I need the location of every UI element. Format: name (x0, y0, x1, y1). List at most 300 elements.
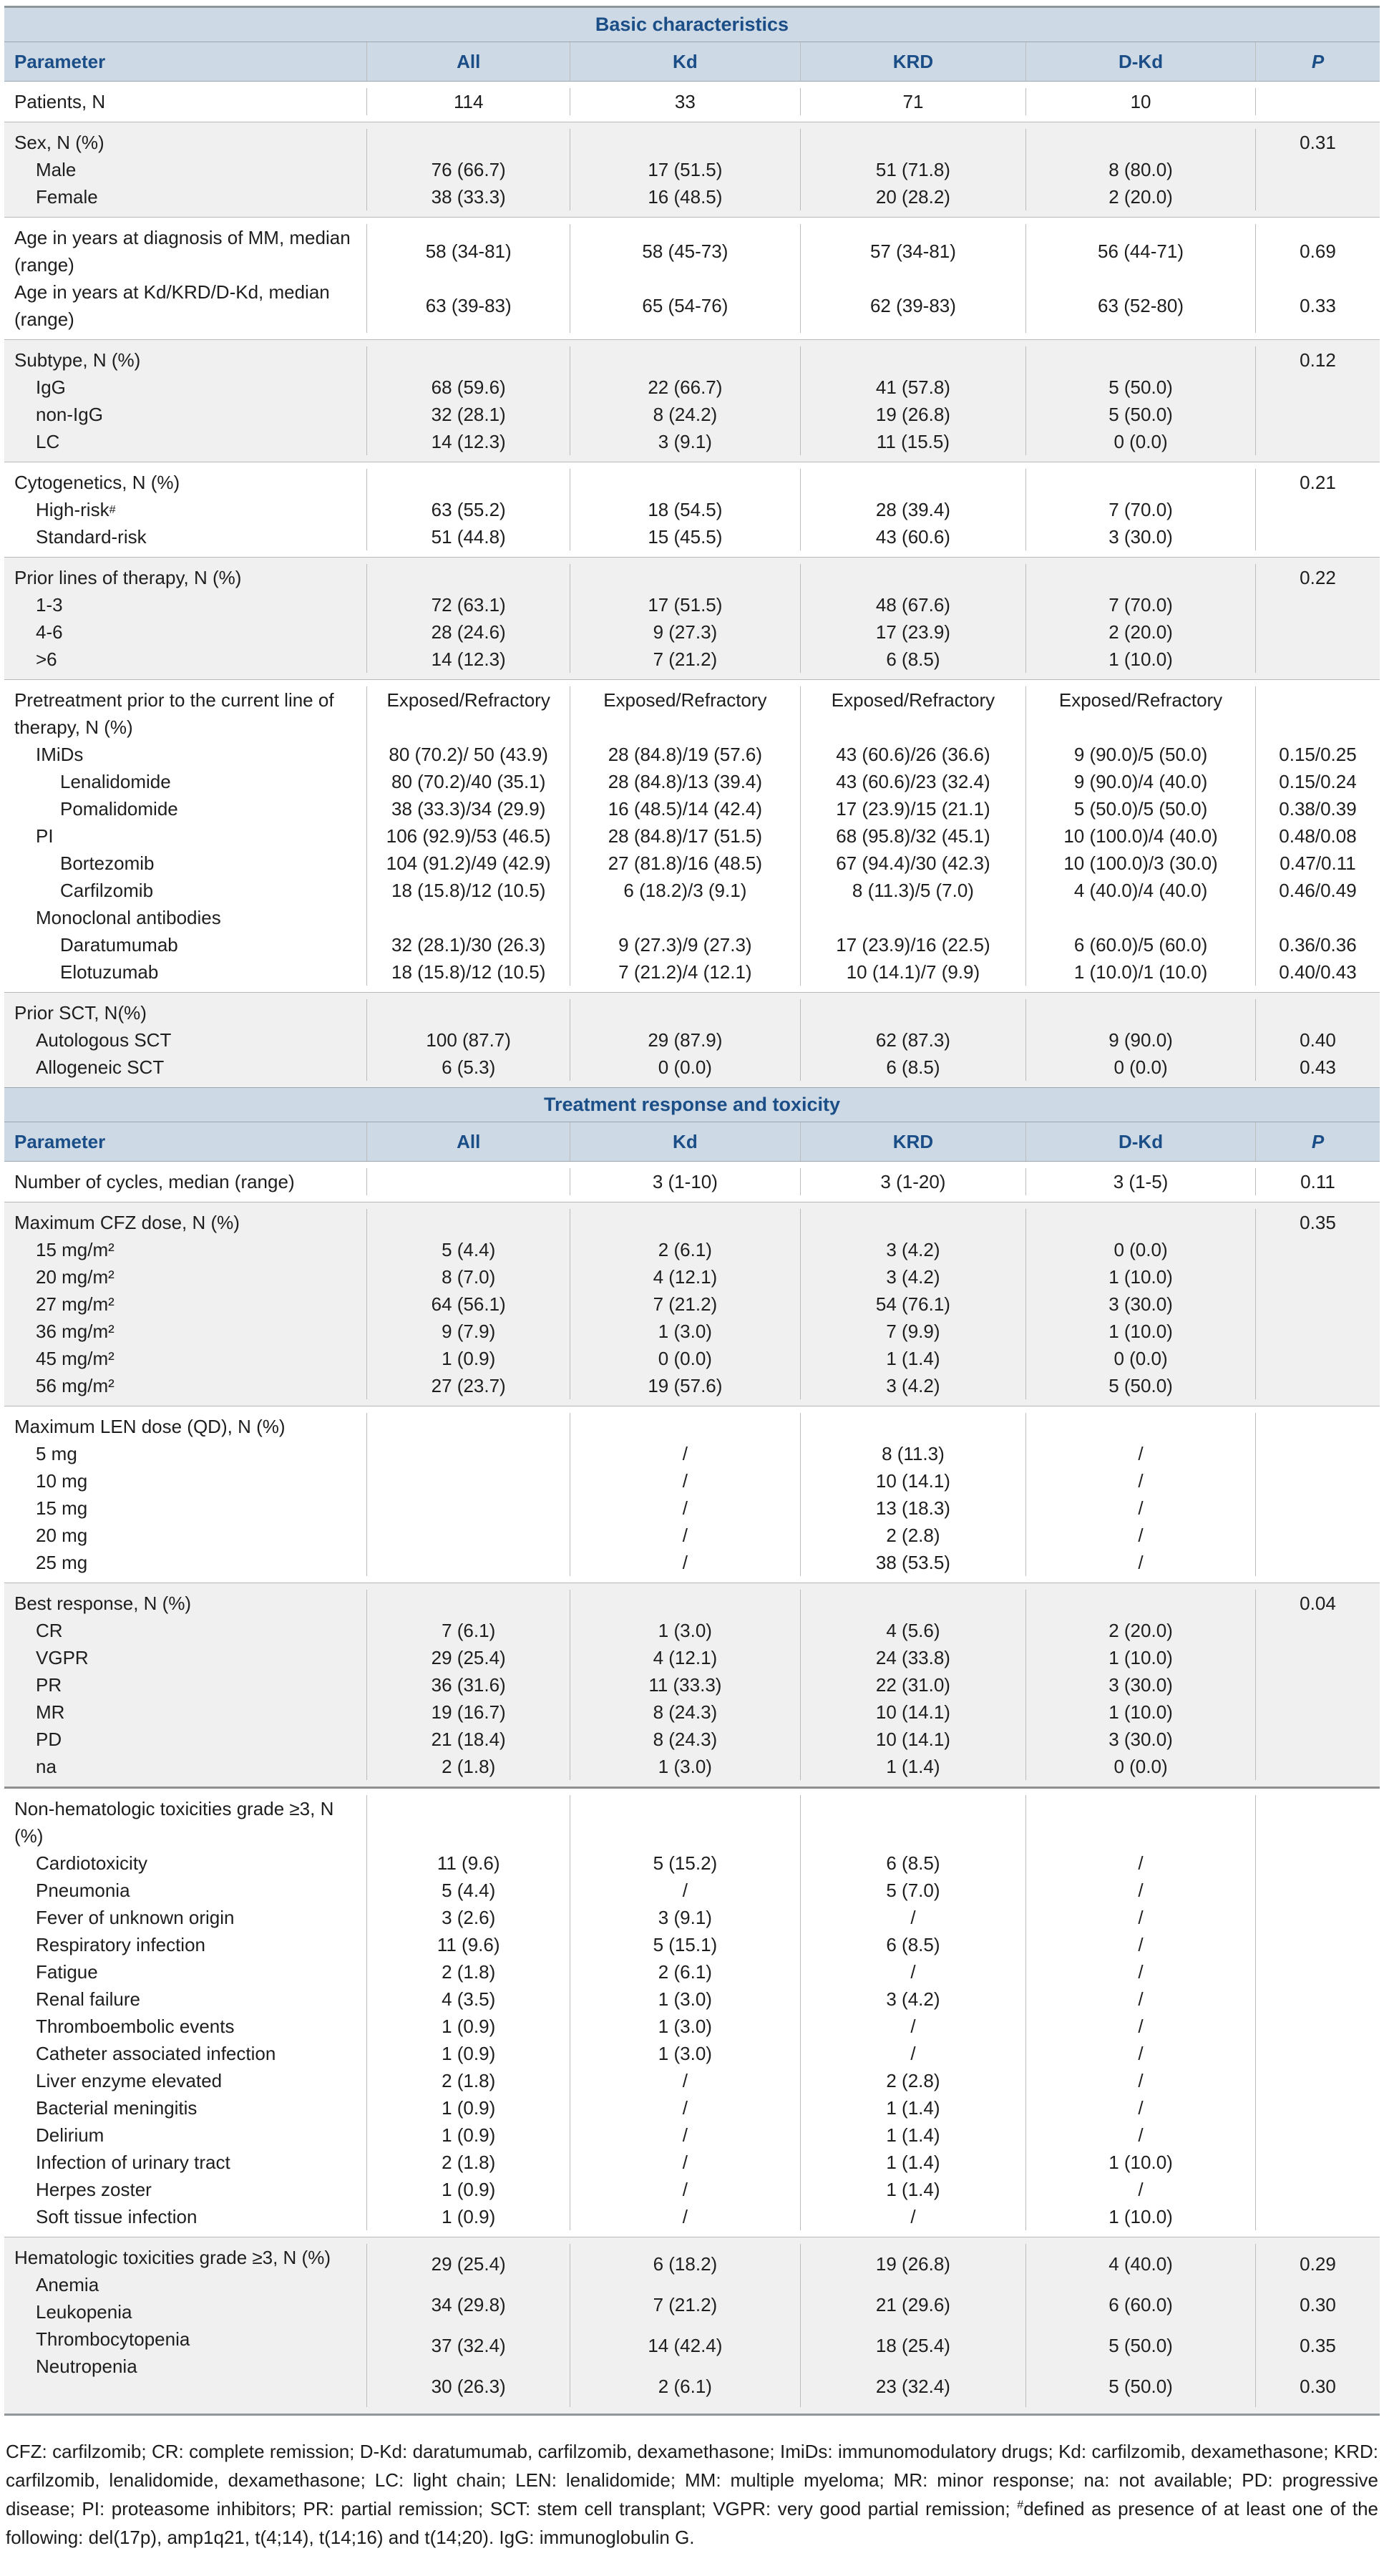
table-block (4, 2237, 1380, 2414)
cell-p (1255, 1931, 1380, 1958)
cell-p (1255, 1318, 1380, 1345)
row-label (4, 850, 366, 877)
row-label-text: 10 mg (36, 1470, 88, 1492)
row-label-text: Female (36, 186, 98, 208)
cell-all: 1 (0.9) (366, 2176, 569, 2203)
cell-all: 100 (87.7) (366, 1026, 569, 1054)
table-block (4, 1406, 1380, 1583)
table-row (4, 686, 1380, 741)
cell-krd (800, 2244, 1025, 2407)
cell-dkd: 5 (50.0) (1025, 1372, 1255, 1399)
table-row (4, 224, 1380, 278)
row-label-text: Prior SCT, N(%) (14, 1002, 147, 1024)
cell-all (366, 999, 569, 1026)
cell-kd: 17 (51.5) (570, 156, 800, 183)
cell-krd: 17 (23.9) (800, 618, 1025, 646)
cell-p (1255, 1671, 1380, 1698)
cell-kd (570, 2244, 800, 2407)
row-label-text: 56 mg/m² (36, 1375, 114, 1396)
cell-dkd: 3 (30.0) (1025, 1726, 1255, 1753)
row-label (4, 618, 366, 646)
row-label-text: 1-3 (36, 594, 63, 616)
cell-all: 27 (23.7) (366, 1372, 569, 1399)
cell-krd (800, 346, 1025, 374)
cell-krd: 43 (60.6)/23 (32.4) (800, 768, 1025, 795)
cell-dkd: 56 (44-71) (1025, 224, 1255, 278)
cell-p (1255, 428, 1380, 455)
p-value: 0.35 (1300, 2335, 1336, 2356)
value: 34 (29.8) (431, 2294, 506, 2315)
cell-kd: 1 (3.0) (570, 2040, 800, 2067)
cell-dkd: / (1025, 1522, 1255, 1549)
row-label (4, 2013, 366, 2040)
row-label (4, 1877, 366, 1904)
row-label-text: IgG (36, 376, 66, 398)
table-row (4, 1795, 1380, 1850)
row-label (4, 1318, 366, 1345)
column-header-kd: Kd (570, 42, 800, 81)
table-row (4, 2244, 1380, 2407)
cell-all: 32 (28.1) (366, 401, 569, 428)
row-label (4, 1644, 366, 1671)
table-row (4, 646, 1380, 673)
table-block (4, 122, 1380, 217)
row-label (4, 686, 366, 741)
value: 7 (21.2) (653, 2294, 718, 2315)
cell-kd: 9 (27.3) (570, 618, 800, 646)
cell-dkd (1025, 1590, 1255, 1617)
table-row (4, 1931, 1380, 1958)
cell-kd: 6 (18.2)/3 (9.1) (570, 877, 800, 904)
cell-dkd (1025, 1413, 1255, 1440)
cell-p (1255, 2176, 1380, 2203)
cell-dkd (1025, 2244, 1255, 2407)
table-row (4, 1413, 1380, 1440)
table-block (4, 1583, 1380, 1787)
cell-dkd: 0 (0.0) (1025, 1054, 1255, 1081)
row-label-text: Age in years at Kd/KRD/D-Kd, median (range) (14, 281, 330, 330)
table-row (4, 1698, 1380, 1726)
table-section (4, 8, 1380, 1087)
cell-p: 0.15/0.24 (1255, 768, 1380, 795)
row-label-text: Prior lines of therapy, N (%) (14, 567, 242, 588)
table-row (4, 2040, 1380, 2067)
table-row (4, 2149, 1380, 2176)
row-label-text: Autologous SCT (36, 1029, 172, 1051)
cell-kd: 11 (33.3) (570, 1671, 800, 1698)
row-label (4, 1236, 366, 1263)
row-label-text: Renal failure (36, 1988, 140, 2010)
cell-krd: 6 (8.5) (800, 646, 1025, 673)
cell-all: 38 (33.3) (366, 183, 569, 210)
row-label (4, 1795, 366, 1850)
block-title: Hematologic toxicities grade ≥3, N (%) (14, 2247, 331, 2268)
cell-kd: 19 (57.6) (570, 1372, 800, 1399)
cell-kd: 22 (66.7) (570, 374, 800, 401)
cell-krd (800, 904, 1025, 931)
value: 5 (50.0) (1108, 2335, 1173, 2356)
row-label-text: Bortezomib (60, 852, 155, 874)
cell-p (1255, 1698, 1380, 1726)
cell-krd: 38 (53.5) (800, 1549, 1025, 1576)
cell-dkd: 9 (90.0) (1025, 1026, 1255, 1054)
cell-kd: 16 (48.5)/14 (42.4) (570, 795, 800, 822)
cell-krd: 48 (67.6) (800, 591, 1025, 618)
p-value: 0.29 (1300, 2253, 1336, 2275)
table-row (4, 523, 1380, 550)
cell-dkd: 9 (90.0)/4 (40.0) (1025, 768, 1255, 795)
row-label (4, 1026, 366, 1054)
row-label (4, 1850, 366, 1877)
row-label (4, 1494, 366, 1522)
row-label-text: Lenalidomide (60, 771, 171, 792)
cell-krd: 3 (4.2) (800, 1236, 1025, 1263)
table-row (4, 564, 1380, 591)
cell-kd: 17 (51.5) (570, 591, 800, 618)
cell-kd: Exposed/Refractory (570, 686, 800, 741)
cell-all (366, 1168, 569, 1195)
cell-kd: 29 (87.9) (570, 1026, 800, 1054)
table-row (4, 1054, 1380, 1081)
table-row (4, 1209, 1380, 1236)
row-label (4, 1209, 366, 1236)
value: 6 (60.0) (1108, 2294, 1173, 2315)
row-label (4, 1372, 366, 1399)
table-row (4, 1291, 1380, 1318)
row-label-text: Age in years at diagnosis of MM, median (range) (14, 227, 351, 276)
cell-all: 63 (55.2) (366, 496, 569, 523)
row-label-text: LC (36, 431, 60, 452)
cell-krd: 20 (28.2) (800, 183, 1025, 210)
table-row (4, 1440, 1380, 1467)
table-row (4, 768, 1380, 795)
table-row (4, 795, 1380, 822)
table-footnote (4, 2416, 1380, 2576)
cell-kd: 65 (54-76) (570, 278, 800, 333)
cell-krd: 1 (1.4) (800, 2121, 1025, 2149)
cell-p (1255, 496, 1380, 523)
row-label (4, 278, 366, 333)
cell-dkd: 3 (30.0) (1025, 1671, 1255, 1698)
row-label (4, 564, 366, 591)
cell-dkd: 63 (52-80) (1025, 278, 1255, 333)
cell-kd (570, 1795, 800, 1850)
cell-p (1255, 618, 1380, 646)
cell-kd (570, 1590, 800, 1617)
column-header-row (4, 1122, 1380, 1162)
value: 2 (6.1) (658, 2376, 712, 2397)
row-label-text: Non-hematologic toxicities grade ≥3, N (%) (14, 1798, 334, 1847)
cell-all (366, 469, 569, 496)
cell-krd: Exposed/Refractory (800, 686, 1025, 741)
cell-dkd: 1 (10.0) (1025, 2203, 1255, 2230)
p-value: 0.30 (1300, 2294, 1336, 2315)
table-block (4, 679, 1380, 992)
row-label (4, 401, 366, 428)
table-row (4, 1467, 1380, 1494)
table-row (4, 1904, 1380, 1931)
cell-dkd: 0 (0.0) (1025, 428, 1255, 455)
cell-all: 18 (15.8)/12 (10.5) (366, 958, 569, 986)
row-label-text: Infection of urinary tract (36, 2152, 230, 2173)
table-row (4, 1958, 1380, 1986)
cell-krd (800, 999, 1025, 1026)
cell-all: 64 (56.1) (366, 1291, 569, 1318)
cell-dkd: 3 (1-5) (1025, 1168, 1255, 1195)
cell-kd: 15 (45.5) (570, 523, 800, 550)
table-row (4, 2203, 1380, 2230)
row-label (4, 156, 366, 183)
cell-dkd: 10 (100.0)/3 (30.0) (1025, 850, 1255, 877)
cell-krd: / (800, 1958, 1025, 1986)
cell-krd: 62 (39-83) (800, 278, 1025, 333)
cell-dkd: / (1025, 1904, 1255, 1931)
row-label-text: Carfilzomib (60, 880, 154, 901)
cell-p (1255, 999, 1380, 1026)
table-row (4, 129, 1380, 156)
row-label (4, 1904, 366, 1931)
cell-all (366, 346, 569, 374)
cell-p (1255, 1726, 1380, 1753)
row-label-text: 36 mg/m² (36, 1321, 114, 1342)
table-row (4, 822, 1380, 850)
value: 30 (26.3) (431, 2376, 506, 2397)
cell-dkd: / (1025, 1986, 1255, 2013)
cell-krd: / (800, 2040, 1025, 2067)
cell-p: 0.21 (1255, 469, 1380, 496)
cell-dkd (1025, 129, 1255, 156)
cell-kd: 1 (3.0) (570, 1617, 800, 1644)
cell-dkd (1025, 904, 1255, 931)
cell-krd: 3 (4.2) (800, 1986, 1025, 2013)
cell-p: 0.22 (1255, 564, 1380, 591)
cell-p: 0.47/0.11 (1255, 850, 1380, 877)
row-label-text: Respiratory infection (36, 1934, 205, 1955)
cell-kd: 28 (84.8)/13 (39.4) (570, 768, 800, 795)
cell-p (1255, 1549, 1380, 1576)
table-section (4, 1087, 1380, 2414)
row-label (4, 1671, 366, 1698)
table-row (4, 1617, 1380, 1644)
cell-p (1255, 2244, 1380, 2407)
cell-kd: / (570, 1494, 800, 1522)
cell-p: 0.69 (1255, 224, 1380, 278)
cell-p (1255, 1494, 1380, 1522)
cell-dkd: 3 (30.0) (1025, 1291, 1255, 1318)
row-label-text: PR (36, 1674, 62, 1696)
row-label-text: non-IgG (36, 404, 103, 425)
table-row (4, 156, 1380, 183)
cell-krd: 6 (8.5) (800, 1850, 1025, 1877)
row-label (4, 2121, 366, 2149)
row-label (4, 374, 366, 401)
cell-all (366, 129, 569, 156)
cell-p (1255, 1644, 1380, 1671)
row-label-text: 20 mg/m² (36, 1266, 114, 1288)
row-label (4, 2067, 366, 2094)
table-row (4, 1753, 1380, 1780)
row-label: High-risk # (4, 496, 366, 523)
cell-p (1255, 523, 1380, 550)
cell-dkd: Exposed/Refractory (1025, 686, 1255, 741)
cell-p (1255, 1291, 1380, 1318)
table-row (4, 1850, 1380, 1877)
cell-kd: / (570, 2149, 800, 2176)
row-label-text: Maximum LEN dose (QD), N (%) (14, 1416, 286, 1437)
cell-krd: 17 (23.9)/15 (21.1) (800, 795, 1025, 822)
cell-all: 80 (70.2)/40 (35.1) (366, 768, 569, 795)
cell-dkd: 5 (50.0) (1025, 401, 1255, 428)
cell-all: 3 (2.6) (366, 1904, 569, 1931)
cell-kd: / (570, 2176, 800, 2203)
cell-dkd: / (1025, 1467, 1255, 1494)
cell-dkd: 1 (10.0) (1025, 646, 1255, 673)
row-label-text: Number of cycles, median (range) (14, 1171, 295, 1192)
cell-krd: 10 (14.1) (800, 1698, 1025, 1726)
cell-dkd: 0 (0.0) (1025, 1753, 1255, 1780)
cell-p (1255, 1617, 1380, 1644)
cell-all (366, 1549, 569, 1576)
row-label-text: Cytogenetics, N (%) (14, 472, 180, 493)
cell-p (1255, 88, 1380, 115)
row-label (4, 183, 366, 210)
value: 4 (40.0) (1108, 2253, 1173, 2275)
cell-all (366, 1522, 569, 1549)
cell-all (366, 1467, 569, 1494)
cell-krd: 10 (14.1) (800, 1467, 1025, 1494)
row-label-text: IMiDs (36, 744, 84, 765)
cell-dkd: / (1025, 1440, 1255, 1467)
cell-krd: 51 (71.8) (800, 156, 1025, 183)
cell-p (1255, 1753, 1380, 1780)
cell-dkd: 1 (10.0) (1025, 1644, 1255, 1671)
row-label (4, 1345, 366, 1372)
cell-p (1255, 1236, 1380, 1263)
section-title: Basic characteristics (4, 8, 1380, 42)
cell-kd (570, 564, 800, 591)
cell-p: 0.40/0.43 (1255, 958, 1380, 986)
p-value: 0.30 (1300, 2376, 1336, 2397)
cell-krd: 6 (8.5) (800, 1931, 1025, 1958)
row-label-text: Daratumumab (60, 934, 178, 956)
row-label-text: Sex, N (%) (14, 132, 104, 153)
row-label (4, 2094, 366, 2121)
row-label (4, 1726, 366, 1753)
cell-kd: 7 (21.2) (570, 646, 800, 673)
cell-krd: 3 (1-20) (800, 1168, 1025, 1195)
table-block (4, 217, 1380, 339)
row-label (4, 88, 366, 115)
cell-p: 0.35 (1255, 1209, 1380, 1236)
cell-p (1255, 2040, 1380, 2067)
table-block (4, 557, 1380, 679)
cell-krd: / (800, 2203, 1025, 2230)
cell-krd (800, 1795, 1025, 1850)
value: 29 (25.4) (431, 2253, 506, 2275)
row-label (4, 795, 366, 822)
cell-all: 32 (28.1)/30 (26.3) (366, 931, 569, 958)
cell-all: 104 (91.2)/49 (42.9) (366, 850, 569, 877)
cell-all: 1 (0.9) (366, 2121, 569, 2149)
cell-krd: 19 (26.8) (800, 401, 1025, 428)
cell-all: 51 (44.8) (366, 523, 569, 550)
cell-all: 7 (6.1) (366, 1617, 569, 1644)
table-row (4, 1590, 1380, 1617)
cell-all: 1 (0.9) (366, 2040, 569, 2067)
cell-kd (570, 346, 800, 374)
row-label (4, 1931, 366, 1958)
row-label-text: Pneumonia (36, 1880, 130, 1901)
footnote-text: CFZ: carfilzomib; CR: complete remission; D-Kd: daratumumab, carfilzomib, dexamethasone; ImiDs: immunomodulatory drugs; Kd: carfilzomib, dexamethasone; KRD: carfilzomib, lenalidomide, dexamethasone; LC: light chain; LEN: lenalidomide; MM: multiple myeloma; MR: minor response; na: not available; PD: progressive disease; PI: proteasome inhibitors; PR: partial remission; SCT: stem cell transplant; VGPR: very good partial remission; (6, 2441, 1378, 2519)
cell-p (1255, 904, 1380, 931)
cell-kd: 5 (15.1) (570, 1931, 800, 1958)
cell-all: 36 (31.6) (366, 1671, 569, 1698)
row-label (4, 224, 366, 278)
cell-kd: 16 (48.5) (570, 183, 800, 210)
cell-all: 8 (7.0) (366, 1263, 569, 1291)
cell-kd: / (570, 2203, 800, 2230)
table-row (4, 877, 1380, 904)
cell-krd: 1 (1.4) (800, 1345, 1025, 1372)
cell-all (366, 1209, 569, 1236)
cell-p (1255, 1958, 1380, 1986)
column-header-krd: KRD (800, 42, 1025, 81)
cell-dkd: / (1025, 2067, 1255, 2094)
row-label-text: Fever of unknown origin (36, 1907, 235, 1928)
value: 5 (50.0) (1108, 2376, 1173, 2397)
row-label-text: Herpes zoster (36, 2179, 152, 2200)
cell-dkd: 1 (10.0) (1025, 1318, 1255, 1345)
cell-krd: 8 (11.3) (800, 1440, 1025, 1467)
cell-kd: 1 (3.0) (570, 1986, 800, 2013)
cell-p: 0.11 (1255, 1168, 1380, 1195)
cell-kd: / (570, 1877, 800, 1904)
cell-p (1255, 156, 1380, 183)
cell-dkd: / (1025, 1494, 1255, 1522)
table-row (4, 428, 1380, 455)
cell-all: 106 (92.9)/53 (46.5) (366, 822, 569, 850)
cell-all: 5 (4.4) (366, 1236, 569, 1263)
row-label (4, 2244, 366, 2407)
row-label (4, 1413, 366, 1440)
row-label (4, 1617, 366, 1644)
cell-krd: 4 (5.6) (800, 1617, 1025, 1644)
cell-krd: 68 (95.8)/32 (45.1) (800, 822, 1025, 850)
column-header-dkd: D-Kd (1025, 1122, 1255, 1161)
cell-p (1255, 374, 1380, 401)
cell-krd: 13 (18.3) (800, 1494, 1025, 1522)
row-label-text: Pretreatment prior to the current line of therapy, N (%) (14, 689, 334, 738)
cell-all: 38 (33.3)/34 (29.9) (366, 795, 569, 822)
row-label-text: Male (36, 159, 77, 180)
cell-kd: / (570, 1549, 800, 1576)
cell-p (1255, 1522, 1380, 1549)
row-label (4, 1753, 366, 1780)
cell-dkd: / (1025, 1931, 1255, 1958)
cell-kd: 58 (45-73) (570, 224, 800, 278)
cell-dkd: / (1025, 1958, 1255, 1986)
footnote-superscript: # (1017, 2498, 1024, 2512)
cell-all: 2 (1.8) (366, 2149, 569, 2176)
cell-all (366, 1440, 569, 1467)
row-label-text: Fatigue (36, 1961, 98, 1983)
row-label-text: PI (36, 825, 54, 847)
table-row (4, 183, 1380, 210)
cell-kd: 28 (84.8)/19 (57.6) (570, 741, 800, 768)
row-label-text: Delirium (36, 2124, 104, 2146)
table-row (4, 1986, 1380, 2013)
row-label-text: Cardiotoxicity (36, 1852, 148, 1874)
